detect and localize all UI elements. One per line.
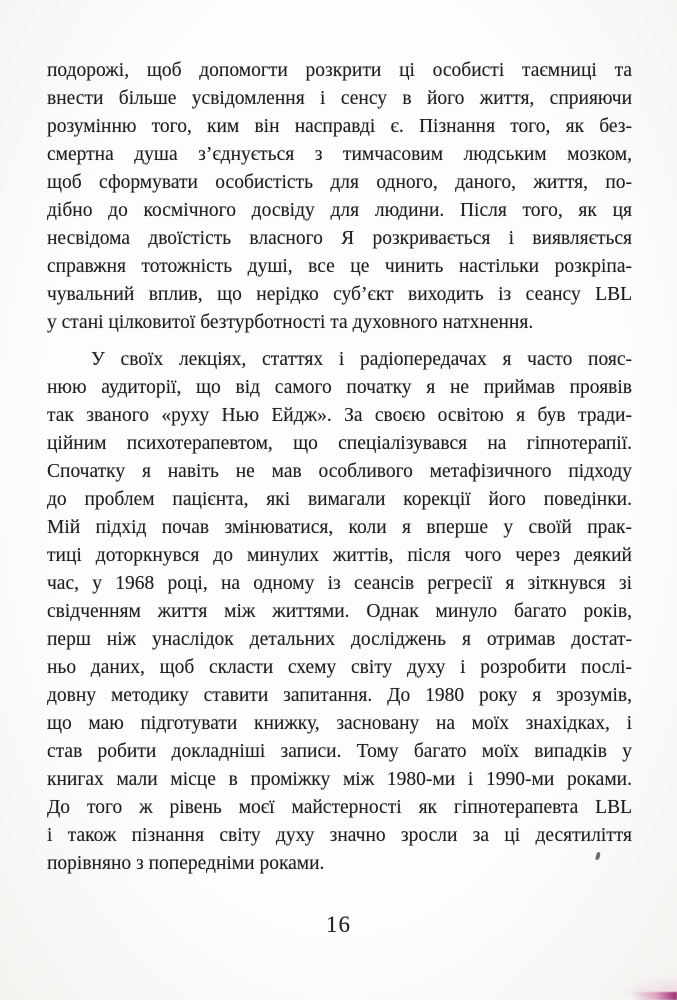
text-line: ційним психотерапевтом, що спеціалізувався на гіпнотерапії. (47, 433, 632, 454)
text-line: розумінню того, ким він насправді є. Пізнання того, як без- (47, 116, 632, 137)
text-line: щоб сформувати особистість для одного, даного, життя, по- (47, 172, 632, 193)
scan-artifact-corner (631, 992, 677, 1000)
paragraph (47, 346, 632, 878)
text-line: До того ж рівень моєї майстерності як гіпнотерапевта LBL (47, 797, 632, 818)
text-line: що маю підготувати книжку, засновану на моїх знахідках, і (47, 713, 632, 734)
text-line: порівняно з попередніми роками. (47, 853, 325, 874)
text-line: став робити докладніші записи. Тому багато моїх випадків у (47, 741, 632, 762)
text-line: справжня тотожність душі, все це чинить настільки розкріпа- (47, 256, 632, 277)
text-line: свідченням життя між життями. Однак минуло багато років, (47, 601, 632, 622)
text-line: несвідома двоїстість власного Я розкривається і виявляється (47, 228, 632, 249)
text-line: довну методику ставити запитання. До 1980 року я зрозумів, (47, 685, 632, 706)
text-line: до проблем пацієнта, які вимагали корекції його поведінки. (47, 489, 632, 510)
text-line: перш ніж унаслідок детальних досліджень я отримав достат- (47, 629, 632, 650)
text-line: подорожі, щоб допомогти розкрити ці особисті таємниці та (47, 60, 632, 81)
text-line: смертна душа з’єднується з тимчасовим людським мозком, (47, 144, 632, 165)
text-line: У своїх лекціях, статтях і радіопередачах я часто пояс- (91, 349, 632, 370)
text-line: у стані цілковитої безтурботності та духовного натхнення. (47, 312, 534, 333)
text-line: так званого «руху Нью Ейдж». За своєю освітою я був тради- (47, 405, 632, 426)
text-line: тиці доторкнувся до минулих життів, після чого через деякий (47, 545, 632, 566)
text-line: книгах мали місце в проміжку між 1980-ми і 1990-ми роками. (47, 769, 632, 790)
text-block (47, 57, 632, 878)
paragraph (47, 57, 632, 337)
page-number: 16 (326, 912, 351, 937)
text-line: дібно до космічного досвіду для людини. Після того, як ця (47, 200, 632, 221)
text-line: чувальний вплив, що нерідко суб’єкт виходить із сеансу LBL (47, 284, 632, 305)
text-line: нюю аудиторії, що від самого початку я не приймав проявів (47, 377, 632, 398)
text-line: Спочатку я навіть не мав особливого метафізичного підходу (47, 461, 632, 482)
text-line: час, у 1968 році, на одному із сеансів регресії я зіткнувся зі (47, 573, 632, 594)
text-line: ньо даних, щоб скласти схему світу духу і розробити послі- (47, 657, 632, 678)
text-line: внести більше усвідомлення і сенсу в його життя, сприяючи (47, 88, 632, 109)
text-line: Мій підхід почав змінюватися, коли я вперше у своїй прак- (47, 517, 632, 538)
text-line: і також пізнання світу духу значно зросли за ці десятиліття (47, 825, 632, 846)
